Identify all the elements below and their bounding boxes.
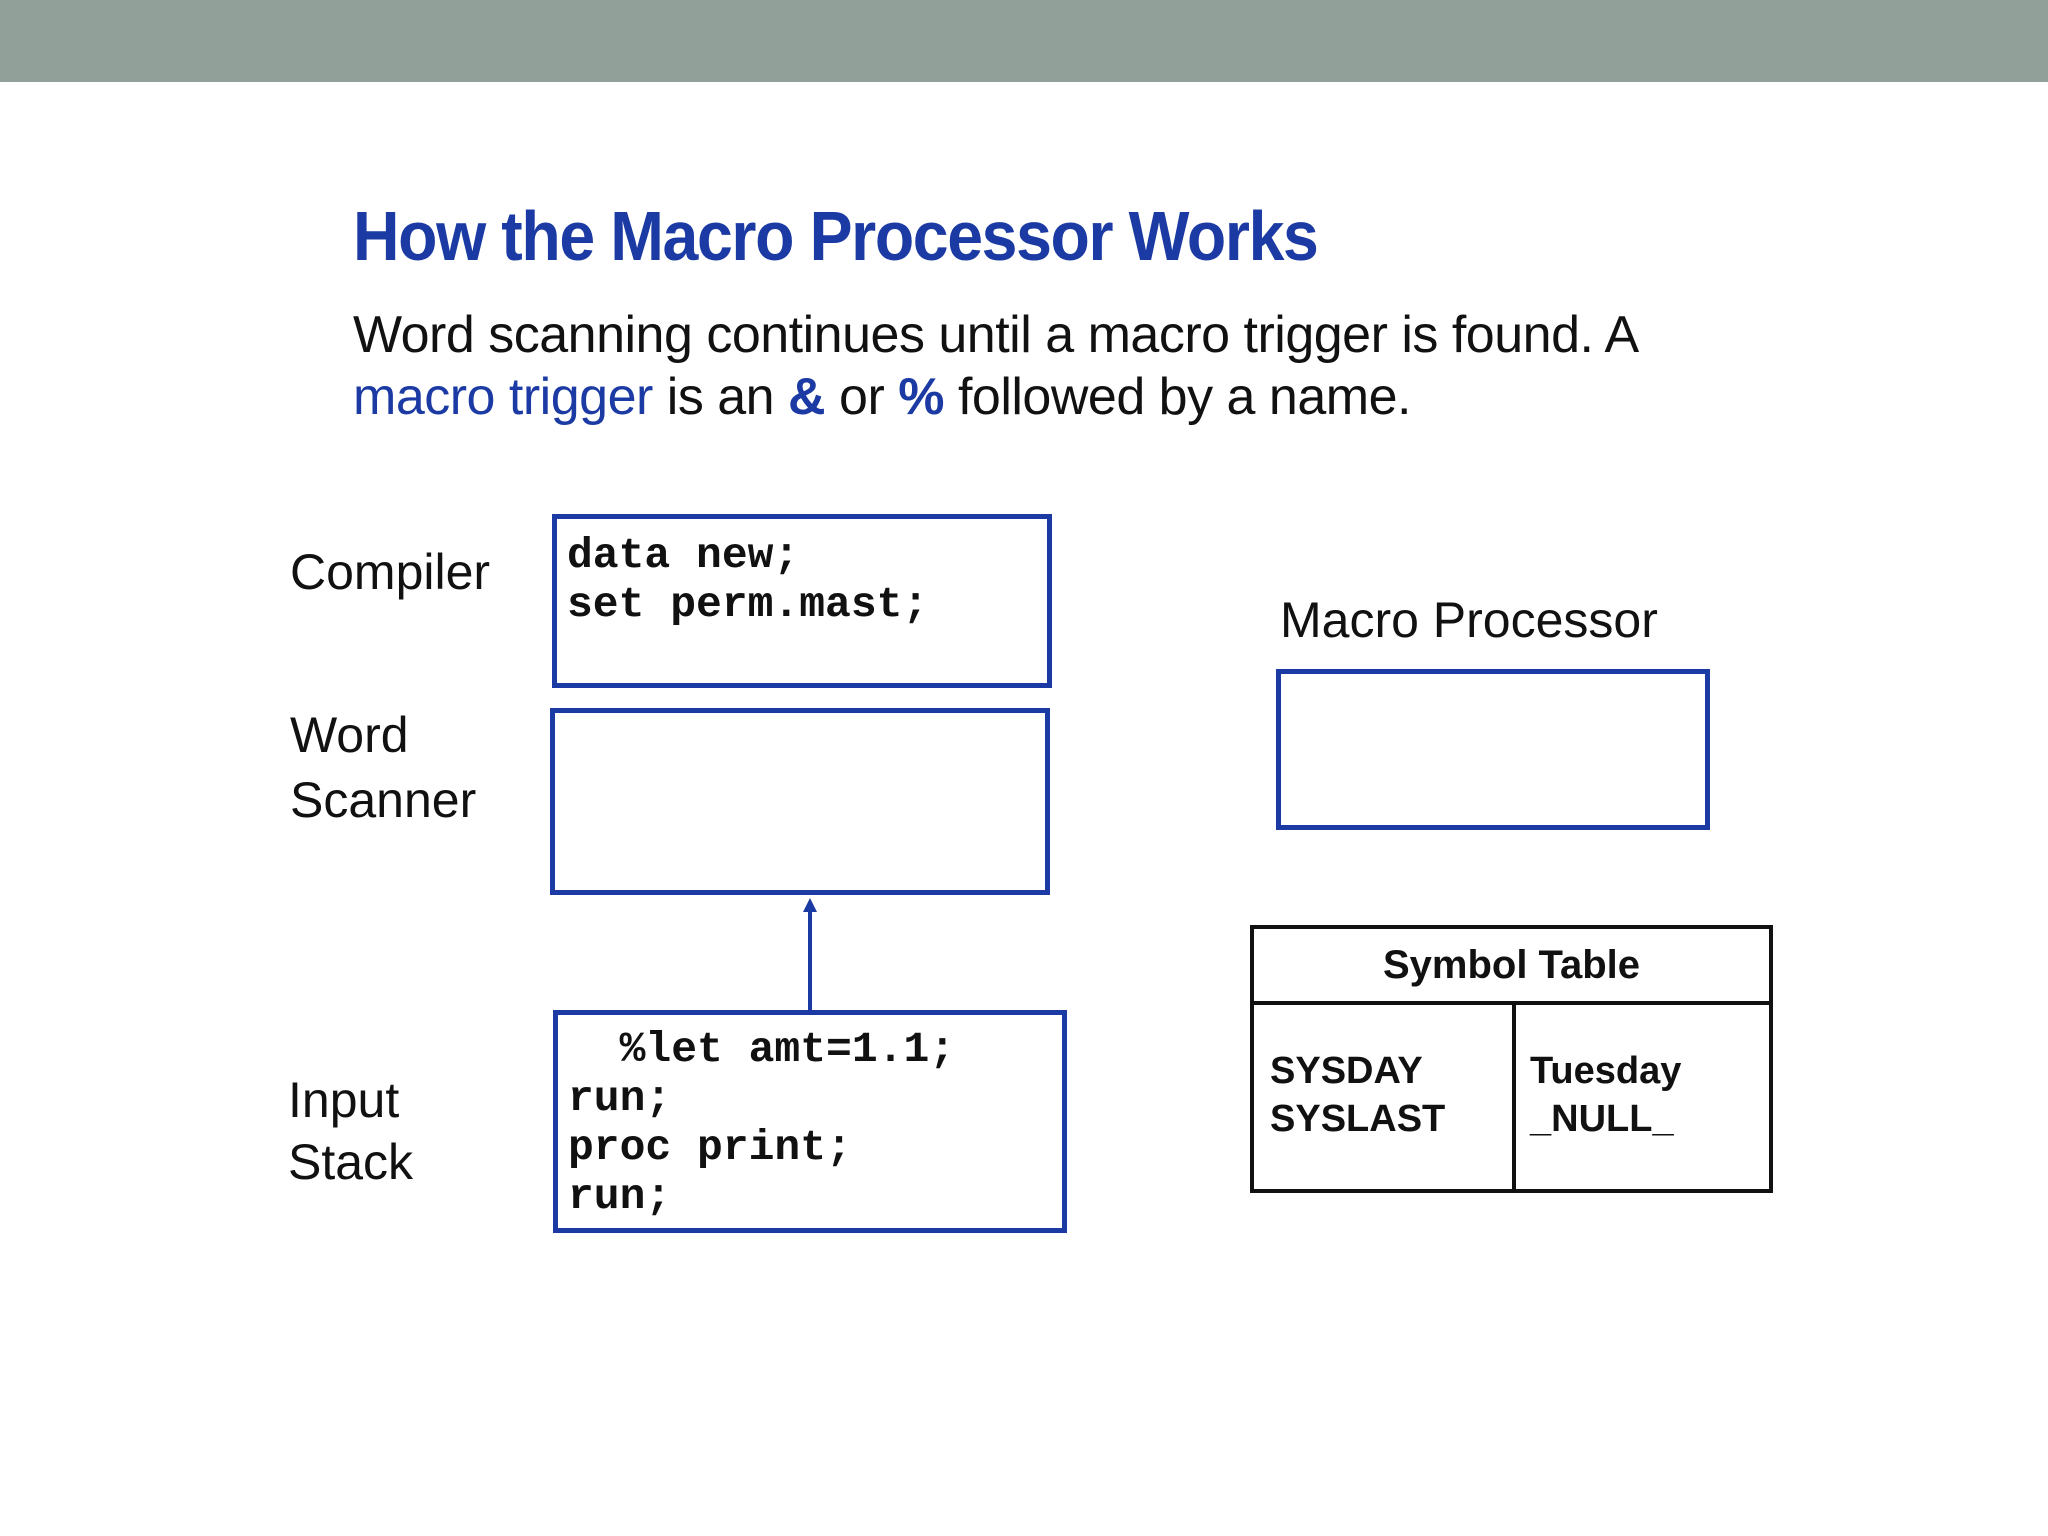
symbol-table bbox=[1250, 925, 1773, 1193]
symbol-value-syslast: _NULL_ bbox=[1530, 1098, 1674, 1140]
description-rest: followed by a name. bbox=[944, 368, 1411, 426]
macro-processor-label: Macro Processor bbox=[1280, 592, 1658, 648]
macro-processor-box bbox=[1276, 669, 1710, 830]
input-stack-code-line-3: proc print; bbox=[568, 1123, 852, 1172]
slide-description bbox=[353, 304, 1639, 428]
macro-trigger-term: macro trigger bbox=[353, 368, 653, 426]
input-stack-code-line-4: run; bbox=[568, 1172, 672, 1221]
input-stack-label-line-1: Input bbox=[288, 1072, 400, 1128]
word-scanner-label-line-1: Word bbox=[290, 707, 409, 763]
percent-symbol: % bbox=[898, 368, 944, 426]
input-stack-label-line-2: Stack bbox=[288, 1134, 414, 1190]
compiler-code-line-2: set perm.mast; bbox=[567, 580, 929, 629]
description-line-2 bbox=[353, 366, 1639, 428]
description-or: or bbox=[825, 368, 899, 426]
input-stack-box bbox=[553, 1010, 1067, 1233]
description-line-1: Word scanning continues until a macro trigger is found. A bbox=[353, 306, 1639, 364]
symbol-table-divider bbox=[1512, 1005, 1516, 1189]
slide-title: How the Macro Processor Works bbox=[353, 197, 1318, 275]
ampersand-symbol: & bbox=[788, 368, 826, 426]
compiler-code-line-1: data new; bbox=[567, 531, 800, 580]
symbol-value-sysday: Tuesday bbox=[1530, 1050, 1682, 1092]
symbol-table-names bbox=[1270, 1047, 1445, 1143]
compiler-label: Compiler bbox=[290, 544, 491, 600]
arrow-line bbox=[808, 906, 812, 1010]
description-is-an: is an bbox=[652, 368, 789, 426]
input-stack-code-line-1: %let amt=1.1; bbox=[568, 1025, 956, 1074]
symbol-table-header: Symbol Table bbox=[1254, 929, 1769, 1005]
arrow-up-icon bbox=[803, 898, 817, 912]
symbol-table-values bbox=[1530, 1047, 1681, 1143]
symbol-name-syslast: SYSLAST bbox=[1270, 1098, 1446, 1140]
input-stack-code-line-2: run; bbox=[568, 1074, 672, 1123]
symbol-name-sysday: SYSDAY bbox=[1270, 1050, 1423, 1092]
top-bar bbox=[0, 0, 2048, 82]
word-scanner-label-line-2: Scanner bbox=[290, 772, 477, 828]
word-scanner-box bbox=[550, 708, 1050, 895]
compiler-box bbox=[552, 514, 1052, 688]
